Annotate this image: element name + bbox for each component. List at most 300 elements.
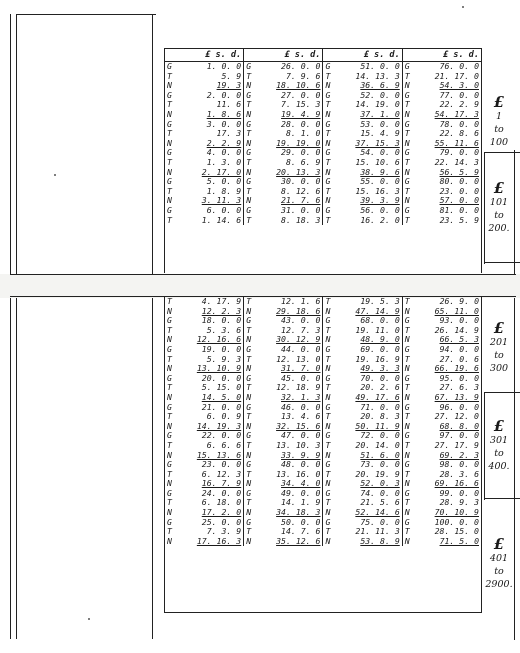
amount-cell: 2. 0. 0 [180,91,244,101]
amount-cell: 70. 0. 0 [339,374,403,384]
ledger-row [165,120,481,130]
amount-cell: 14. 19. 0 [339,100,403,110]
amount-cell: 77. 0. 0 [439,90,479,100]
row-type-code: N [246,392,252,402]
ledger-row [165,537,481,547]
ledger-row [165,62,481,72]
amount-cell: 51. 0. 0 [339,62,403,72]
row-type-code: G [325,177,331,187]
row-type-code: T [167,71,172,81]
amount-cell: 6. 6. 6 [180,441,244,451]
amount-cell: 66. 5. 3 [439,335,479,345]
ledger-row [165,168,481,178]
ledger-row [165,498,481,508]
row-type-code: T [404,71,410,81]
amount-cell: 68. 0. 0 [339,316,403,326]
column-header-row [165,49,481,62]
amount-cell: 80. 0. 0 [439,177,479,187]
row-type-code: T [246,100,252,110]
right-edge-line [514,150,515,640]
amount-cell: 11. 6 [180,100,244,110]
tab-range-to: 2900. [485,579,513,590]
row-type-code: G [246,460,252,470]
amount-cell: 37. 15. 3 [339,139,403,149]
amount-cell: 32. 1. 3 [259,393,323,403]
ledger-row [165,139,481,149]
header-unit-s: s. [453,50,464,60]
amount-cell: 4. 17. 9 [180,297,244,307]
ledger-row [165,470,481,480]
amount-cell: 70. 10. 9 [434,508,479,518]
tab-range-to-word: to [494,448,504,459]
amount-cell: 56. 5. 9 [439,167,479,177]
amount-cell: 17. 16. 3 [180,537,244,547]
row-type-code: T [404,440,410,450]
amount-cell: 8. 6. 9 [259,158,323,168]
pound-sign: £ [493,417,505,435]
amount-cell: 12. 2. 3 [180,307,244,317]
ledger-row [165,374,481,384]
amount-cell: 27. 0. 0 [259,91,323,101]
row-type-code: N [325,479,331,489]
header-blank-cell [244,49,260,62]
amount-cell: 21. 11. 3 [339,527,403,537]
amount-cell: 16. 2. 0 [339,216,403,226]
row-type-code: N [246,450,252,460]
center-rule-line [152,14,153,639]
amount-cell: 19. 4. 9 [259,110,323,120]
amount-cell: 8. 1. 0 [259,129,323,139]
amount-cell: 73. 0. 0 [339,460,403,470]
amount-cell: 12. 1. 6 [259,297,323,307]
amount-cell: 34. 18. 3 [259,508,323,518]
ledger-row [165,335,481,345]
amount-cell: 79. 0. 0 [439,148,479,158]
amount-cell: 31. 7. 0 [259,364,323,374]
amount-cell: 22. 8. 6 [439,129,479,139]
amount-cell: 57. 0. 0 [439,196,479,206]
index-tab-301-400[interactable] [484,418,514,473]
scan-speck [462,6,464,8]
ledger-row [165,91,481,101]
row-type-code: N [404,138,410,148]
tab-range-from: 301 [489,435,509,446]
row-type-code: G [246,90,252,100]
row-type-code: G [325,402,331,412]
row-type-code: N [325,196,331,206]
amount-cell: 20. 8. 3 [339,412,403,422]
row-type-code: T [167,354,172,364]
row-type-code: G [404,344,410,354]
amount-cell: 14. 5. 0 [180,393,244,403]
amount-cell: 48. 9. 0 [339,335,403,345]
amount-cell: 65. 11. 0 [434,306,479,316]
row-type-code: N [325,109,331,119]
ledger-body-lower [165,297,481,546]
row-type-code: N [167,335,172,345]
row-type-code: T [246,71,252,81]
amount-cell: 26. 14. 9 [434,325,479,335]
row-type-code: N [325,421,331,431]
row-type-code: T [246,157,252,167]
amount-cell: 19. 19. 0 [259,139,323,149]
ledger-table-upper [164,48,482,273]
header-blank-cell [323,49,339,62]
row-type-code: T [325,527,331,537]
amount-cell: 35. 12. 6 [259,537,323,547]
amount-cell: 24. 0. 0 [180,489,244,499]
amount-cell: 14. 1. 9 [259,498,323,508]
header-blank-cell [402,49,418,62]
row-type-code: T [167,469,172,479]
row-type-code: N [404,335,410,345]
amount-cell: 6. 0. 0 [180,206,244,216]
amount-cell: 51. 6. 0 [339,451,403,461]
amount-cell: 81. 0. 0 [439,205,479,215]
amount-cell: 53. 8. 9 [339,537,403,547]
amount-cell: 1. 14. 6 [180,216,244,226]
amount-cell: 94. 0. 0 [439,344,479,354]
ledger-row [165,216,481,226]
row-type-code: G [404,119,410,129]
amount-cell: 23. 0. 0 [439,186,479,196]
ledger-row [165,527,481,537]
row-type-code: N [404,364,410,374]
amount-cell: 27. 12. 0 [434,412,479,422]
ledger-row [165,177,481,187]
amount-cell: 7. 15. 3 [259,100,323,110]
row-type-code: G [246,177,252,187]
amount-cell: 15. 10. 6 [339,158,403,168]
row-type-code: G [246,431,252,441]
row-type-code: N [167,450,172,460]
row-type-code: G [167,460,172,470]
row-type-code: G [167,148,172,158]
amount-cell: 1. 8. 9 [180,187,244,197]
row-type-code: G [404,148,410,158]
row-type-code: N [167,392,172,402]
row-type-code: G [167,431,172,441]
amount-cell: 27. 0. 6 [439,354,479,364]
row-type-code: N [167,421,172,431]
row-type-code: T [246,354,252,364]
amount-cell: 71. 0. 0 [339,403,403,413]
header-unit-l: £ [284,50,290,60]
amount-cell: 13. 10. 9 [180,364,244,374]
row-type-code: G [246,344,252,354]
amount-cell: 50. 0. 0 [259,518,323,528]
row-type-code: G [404,177,410,187]
amount-cell: 2. 2. 9 [180,139,244,149]
amount-cell: 23. 5. 9 [439,215,479,225]
header-unit-l: £ [205,50,211,60]
amount-cell: 47. 14. 9 [339,307,403,317]
amount-cell: 7. 3. 9 [180,527,244,537]
row-type-code: T [246,325,252,335]
tab-range-to: 200. [488,223,510,234]
row-type-code: T [325,157,331,167]
row-type-code: T [404,297,410,306]
row-type-code: T [325,325,331,335]
amount-cell: 49. 17. 6 [339,393,403,403]
row-type-code: N [167,508,172,518]
row-type-code: T [325,297,331,306]
index-tab-1-100[interactable] [484,94,514,149]
amount-cell: 26. 9. 0 [439,297,479,306]
ledger-row [165,412,481,422]
amount-cell: 5. 9. 3 [180,355,244,365]
amount-cell: 5. 3. 6 [180,326,244,336]
amount-cell: 55. 11. 6 [434,138,479,148]
amount-cell: 99. 0. 0 [439,488,479,498]
row-type-code: T [325,71,331,81]
amount-cell: 1. 8. 6 [180,110,244,120]
amount-cell: 27. 6. 3 [439,383,479,393]
row-type-code: N [167,81,172,91]
tab-range-from: 401 [489,553,509,564]
row-type-code: N [404,196,410,206]
amount-cell: 19. 16. 9 [339,355,403,365]
row-type-code: T [404,527,410,537]
amount-cell: 17. 3 [180,129,244,139]
row-type-code: G [325,90,331,100]
row-type-code: G [325,517,331,527]
amount-cell: 5. 0. 0 [180,177,244,187]
row-type-code: N [167,109,172,119]
amount-cell: 16. 7. 9 [180,479,244,489]
scan-speck [54,174,56,176]
ledger-grid-upper [165,49,481,225]
amount-cell: 20. 0. 0 [180,374,244,384]
index-tab-101-200[interactable] [484,180,514,235]
row-type-code: T [325,383,331,393]
row-type-code: N [167,167,172,177]
row-type-code: N [404,109,410,119]
amount-cell: 68. 8. 0 [439,421,479,431]
amount-cell: 39. 3. 9 [339,196,403,206]
row-type-code: G [325,373,331,383]
ledger-row [165,316,481,326]
amount-cell: 14. 13. 3 [339,72,403,82]
amount-cell: 15. 16. 3 [339,187,403,197]
amount-cell: 43. 0. 0 [259,316,323,326]
amount-cell: 29. 18. 6 [259,307,323,317]
row-type-code: G [167,177,172,187]
row-type-code: N [246,536,252,546]
tab-range-to-word: to [494,124,504,135]
row-type-code: N [325,392,331,402]
row-type-code: N [404,479,410,489]
row-type-code: N [167,306,172,316]
amount-cell: 20. 19. 9 [339,470,403,480]
ledger-row [165,479,481,489]
row-type-code: G [404,373,410,383]
amount-cell: 53. 0. 0 [339,120,403,130]
row-type-code: N [325,364,331,374]
row-type-code: T [246,129,252,139]
amount-cell: 32. 15. 6 [259,422,323,432]
row-type-code: N [404,536,410,546]
amount-cell: 45. 0. 0 [259,374,323,384]
amount-cell: 75. 0. 0 [339,518,403,528]
index-tab-401-2900[interactable] [484,536,514,591]
row-type-code: T [246,412,252,422]
amount-cell: 50. 11. 9 [339,422,403,432]
amount-cell: 21. 17. 0 [434,71,479,81]
amount-cell: 19. 5. 3 [339,297,403,307]
row-type-code: T [404,325,410,335]
header-unit-s: s. [215,50,226,60]
amount-cell: 29. 0. 0 [259,148,323,158]
header-unit-d: d. [230,50,242,60]
row-type-code: T [246,186,252,196]
amount-cell: 22. 2. 9 [439,100,479,110]
amount-cell: 30. 0. 0 [259,177,323,187]
amount-cell: 25. 0. 0 [180,518,244,528]
amount-cell: 66. 19. 6 [434,364,479,374]
ledger-row [165,355,481,365]
row-type-code: G [246,148,252,158]
row-type-code: N [246,306,252,316]
row-type-code: N [167,138,172,148]
ledger-row [165,364,481,374]
header-lsd-cell [180,49,244,62]
row-type-code: N [325,335,331,345]
amount-cell: 98. 0. 0 [439,460,479,470]
row-type-code: G [404,431,410,441]
row-type-code: G [325,460,331,470]
amount-cell: 28. 9. 3 [439,498,479,508]
row-type-code: N [246,335,252,345]
amount-cell: 76. 0. 0 [439,61,479,71]
amount-cell: 49. 0. 0 [259,489,323,499]
amount-cell: 12. 13. 0 [259,355,323,365]
row-type-code: N [404,167,410,177]
row-type-code: T [404,157,410,167]
row-type-code: T [325,215,331,225]
amount-cell: 28. 3. 6 [439,469,479,479]
amount-cell: 12. 7. 3 [259,326,323,336]
row-type-code: N [167,536,172,546]
amount-cell: 22. 14. 3 [434,157,479,167]
row-type-code: G [325,61,331,71]
tab-range-from: 1 [495,111,503,122]
amount-cell: 5. 9 [180,72,244,82]
row-type-code: G [167,205,172,215]
amount-cell: 55. 0. 0 [339,177,403,187]
row-type-code: G [167,316,172,326]
ledger-row [165,100,481,110]
pound-sign: £ [493,93,505,111]
amount-cell: 67. 13. 9 [434,392,479,402]
row-type-code: T [404,186,410,196]
ledger-row [165,72,481,82]
tab-range-to: 400. [488,461,510,472]
row-type-code: G [325,344,331,354]
amount-cell: 22. 0. 0 [180,431,244,441]
row-type-code: G [325,431,331,441]
amount-cell: 14. 19. 3 [180,422,244,432]
row-type-code: G [404,517,410,527]
row-type-code: N [246,196,252,206]
amount-cell: 31. 0. 0 [259,206,323,216]
amount-cell: 2. 17. 0 [180,168,244,178]
row-type-code: T [167,440,172,450]
amount-cell: 21. 5. 6 [339,498,403,508]
row-type-code: T [246,297,252,306]
index-tab-201-300[interactable] [484,320,514,375]
row-type-code: G [246,488,252,498]
amount-cell: 21. 7. 6 [259,196,323,206]
row-type-code: G [325,148,331,158]
row-type-code: G [246,205,252,215]
amount-cell: 7. 9. 6 [259,72,323,82]
amount-cell: 19. 3 [180,81,244,91]
row-type-code: G [167,488,172,498]
row-type-code: T [167,186,172,196]
row-type-code: T [404,215,410,225]
row-type-code: N [246,364,252,374]
ledger-row [165,460,481,470]
header-unit-s: s. [294,50,306,60]
index-tab-column [484,0,514,653]
amount-cell: 3. 0. 0 [180,120,244,130]
row-type-code: N [404,450,410,460]
row-type-code: T [325,469,331,479]
row-type-code: G [404,61,410,71]
ledger-row [165,489,481,499]
row-type-code: T [325,354,331,364]
amount-cell: 54. 0. 0 [339,148,403,158]
tab-range-from: 101 [489,197,509,208]
tab-range-to-word: to [494,210,504,221]
row-type-code: G [167,90,172,100]
tab-range-from: 201 [489,337,509,348]
row-type-code: T [167,297,172,306]
row-type-code: G [404,205,410,215]
row-type-code: G [167,344,172,354]
row-type-code: T [167,100,172,110]
row-type-code: T [325,100,331,110]
ledger-row [165,206,481,216]
ledger-row [165,393,481,403]
row-type-code: G [167,402,172,412]
amount-cell: 8. 12. 6 [259,187,323,197]
amount-cell: 18. 10. 6 [259,81,323,91]
ledger-row [165,129,481,139]
amount-cell: 93. 0. 0 [439,316,479,326]
amount-cell: 5. 15. 0 [180,383,244,393]
amount-cell: 21. 0. 0 [180,403,244,413]
ledger-row [165,345,481,355]
row-type-code: G [404,460,410,470]
pound-sign: £ [493,179,505,197]
ledger-row [165,508,481,518]
amount-cell: 1. 3. 0 [180,158,244,168]
row-type-code: T [404,469,410,479]
ledger-row [165,307,481,317]
tab-range-to: 300 [489,363,509,374]
amount-cell: 48. 0. 0 [259,460,323,470]
amount-cell: 69. 0. 0 [339,345,403,355]
tear-edge-upper [10,274,516,275]
amount-cell: 33. 9. 9 [259,451,323,461]
amount-cell: 6. 0. 9 [180,412,244,422]
tab-range-to-word: to [494,566,504,577]
row-type-code: T [404,412,410,422]
header-unit-l: £ [363,50,370,60]
row-type-code: T [167,325,172,335]
